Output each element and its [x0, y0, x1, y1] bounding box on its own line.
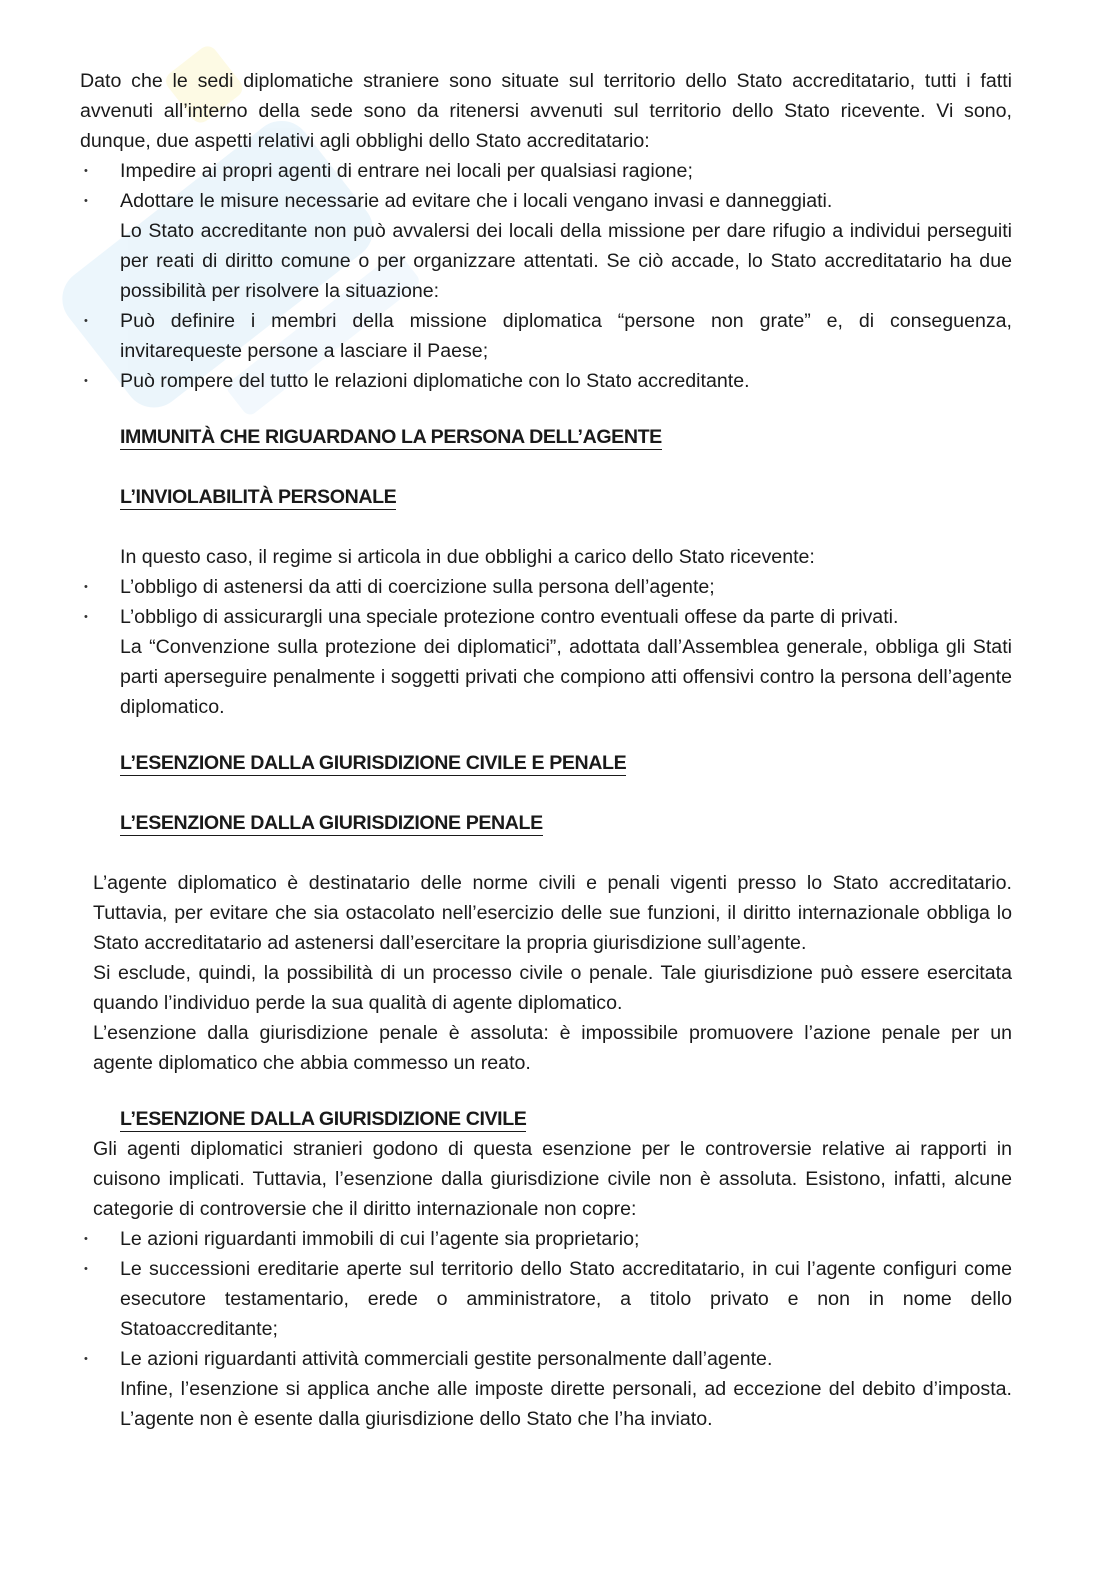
- section1-bullet-list: [80, 572, 1012, 632]
- section-heading: IMMUNITÀ CHE RIGUARDANO LA PERSONA DELL’AGENTE: [120, 426, 662, 448]
- section3-continuation: Infine, l’esenzione si applica anche alle imposte dirette personali, ad eccezione del debito d’imposta. L’agente non è esente dalla giurisdizione dello Stato che l’ha inviato.: [120, 1378, 1012, 1430]
- list-item: • L’obbligo di assicurargli una speciale protezione contro eventuali offese da parte di privati.: [80, 602, 1012, 632]
- section-subheading: L’ESENZIONE DALLA GIURISDIZIONE CIVILE: [120, 1108, 527, 1130]
- list-item: • Le successioni ereditarie aperte sul territorio dello Stato accreditatario, in cui l’agente configuri come esecutore testamentario, erede o amministratore, a titolo privato e non in nome dello Statoaccreditante;: [80, 1254, 1012, 1344]
- list-item: • Può definire i membri della missione diplomatica “persone non grate” e, di conseguenza, invitarequeste persone a lasciare il Paese;: [80, 306, 1012, 366]
- list-item: • Può rompere del tutto le relazioni diplomatiche con lo Stato accreditante.: [80, 366, 1012, 396]
- section-subheading: L’ESENZIONE DALLA GIURISDIZIONE PENALE: [120, 812, 543, 834]
- list-item: • L’obbligo di astenersi da atti di coercizione sulla persona dell’agente;: [80, 572, 1012, 602]
- intro-paragraph: Dato che le sedi diplomatiche straniere sono situate sul territorio dello Stato accreditatario, tutti i fatti avvenuti all’interno della sede sono da ritenersi avvenuti sul territorio dello Stato ricevente. Vi sono, dunque, due aspetti relativi agli obblighi dello Stato accreditatario:: [80, 70, 1012, 152]
- section1-continuation: La “Convenzione sulla protezione dei diplomatici”, adottata dall’Assemblea generale, obbliga gli Stati parti aperseguire penalmente i soggetti privati che compiono atti offensivi contro la persona dell’agente diplomatico.: [120, 636, 1012, 718]
- section-subheading: L’INVIOLABILITÀ PERSONALE: [120, 486, 397, 508]
- list-item: • Adottare le misure necessarie ad evitare che i locali vengano invasi e danneggiati.: [80, 186, 1012, 216]
- section-heading: L’ESENZIONE DALLA GIURISDIZIONE CIVILE E PENALE: [120, 752, 627, 774]
- list-item: • Impedire ai propri agenti di entrare nei locali per qualsiasi ragione;: [80, 156, 1012, 186]
- section2-paragraph: Si esclude, quindi, la possibilità di un processo civile o penale. Tale giurisdizione può essere esercitata quando l’individuo perde la sua qualità di agente diplomatico.: [93, 962, 1012, 1014]
- section3-paragraph: Gli agenti diplomatici stranieri godono di questa esenzione per le controversie relative ai rapporti in cuisono implicati. Tuttavia, l’esenzione dalla giurisdizione civile non è assoluta. Esistono, infatti, alcune categorie di controversie che il diritto internazionale non copre:: [93, 1138, 1012, 1220]
- section2-paragraph: L’esenzione dalla giurisdizione penale è assoluta: è impossibile promuovere l’azione penale per un agente diplomatico che abbia commesso un reato.: [93, 1022, 1012, 1074]
- list-item: • Le azioni riguardanti attività commerciali gestite personalmente dall’agente.: [80, 1344, 1012, 1374]
- intro-continuation: Lo Stato accreditante non può avvalersi dei locali della missione per dare rifugio a individui perseguiti per reati di diritto comune o per organizzare attentati. Se ciò accade, lo Stato accreditatario ha due possibilità per risolvere la situazione:: [120, 220, 1012, 302]
- intro-bullet-list: [80, 156, 1012, 216]
- document-page: [80, 66, 1012, 1434]
- list-item: • Le azioni riguardanti immobili di cui l’agente sia proprietario;: [80, 1224, 1012, 1254]
- intro-bullet-list-2: [80, 306, 1012, 396]
- section-lead: In questo caso, il regime si articola in due obblighi a carico dello Stato ricevente:: [120, 546, 815, 568]
- section2-paragraph: L’agente diplomatico è destinatario delle norme civili e penali vigenti presso lo Stato accreditatario. Tuttavia, per evitare che sia ostacolato nell’esercizio delle sue funzioni, il diritto internazionale obbliga lo Stato accreditatario ad astenersi dall’esercitare la propria giurisdizione sull’agente.: [93, 872, 1012, 954]
- section3-bullet-list: [80, 1224, 1012, 1374]
